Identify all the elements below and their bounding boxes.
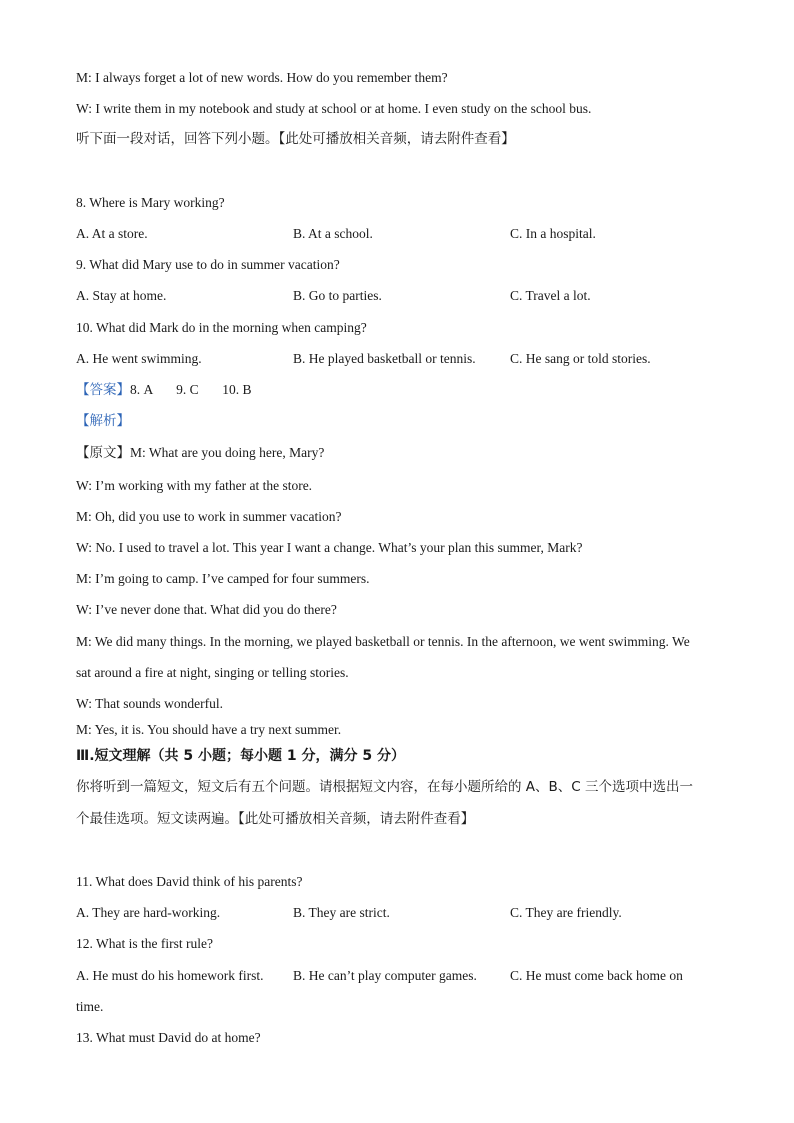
option-c: C. They are friendly. (510, 905, 622, 921)
transcript-line: W: I’m working with my father at the store. (76, 477, 313, 493)
transcript-line: M: I’m going to camp. I’ve camped for four summers. (76, 571, 370, 587)
dialogue-line: M: I always forget a lot of new words. How do you remember them? (76, 70, 448, 85)
option-b: B. He can’t play computer games. (293, 967, 477, 983)
dialogue-line: W: I write them in my notebook and study at school or at home. I even study on the school bus. (76, 101, 592, 117)
option-b: B. At a school. (293, 226, 373, 241)
option-c: C. He must come back home on (510, 967, 683, 983)
answer-text: 8. A 9. C 10. B (130, 382, 252, 398)
question-8-options (76, 218, 716, 249)
transcript-label: 【原文】 (76, 445, 130, 462)
answer-label: 【答案】 (76, 382, 130, 399)
section-3-title: Ⅲ.短文理解（共 5 小题；每小题 1 分，满分 5 分） (76, 748, 406, 765)
question-11: 11. What does David think of his parents? (76, 874, 303, 890)
transcript-line: M: Oh, did you use to work in summer vacation? (76, 508, 342, 524)
transcript-line: W: No. I used to travel a lot. This year I want a change. What’s your plan this summer, Mark? (76, 540, 583, 556)
section-3-instruction: 个最佳选项。短文读两遍。【此处可播放相关音频，请去附件查看】 (76, 810, 475, 827)
answer-line (76, 374, 716, 406)
option-c-continued: time. (76, 998, 104, 1014)
question-11-options (76, 897, 716, 928)
option-a: A. Stay at home. (76, 288, 167, 304)
option-a: A. At a store. (76, 226, 148, 241)
option-b: B. He played basketball or tennis. (293, 350, 476, 366)
question-9: 9. What did Mary use to do in summer vacation? (76, 257, 340, 273)
question-9-options (76, 280, 716, 311)
transcript-line: M: Yes, it is. You should have a try next summer. (76, 722, 342, 738)
option-c: C. He sang or told stories. (510, 350, 651, 366)
analysis-label: 【解析】 (76, 413, 130, 430)
question-13: 13. What must David do at home? (76, 1030, 261, 1046)
question-10: 10. What did Mark do in the morning when camping? (76, 319, 367, 335)
option-a: A. He must do his homework first. (76, 967, 264, 983)
option-b: B. Go to parties. (293, 288, 382, 304)
question-12: 12. What is the first rule? (76, 936, 213, 952)
question-10-options (76, 343, 716, 374)
option-b: B. They are strict. (293, 905, 390, 921)
transcript-line: sat around a fire at night, singing or telling stories. (76, 664, 349, 680)
transcript-line: W: I’ve never done that. What did you do there? (76, 602, 337, 618)
option-c: C. In a hospital. (510, 226, 596, 241)
option-a: A. He went swimming. (76, 350, 202, 366)
transcript-line: W: That sounds wonderful. (76, 696, 223, 712)
transcript-text: M: What are you doing here, Mary? (130, 445, 325, 461)
transcript-line: M: We did many things. In the morning, we played basketball or tennis. In the afternoon, we went swimming. We (76, 633, 690, 649)
option-a: A. They are hard-working. (76, 905, 221, 921)
question-12-options (76, 960, 716, 991)
transcript-first-line (76, 437, 716, 469)
document-page (76, 62, 716, 1053)
listening-instruction: 听下面一段对话，回答下列小题。【此处可播放相关音频，请去附件查看】 (76, 131, 515, 148)
option-c: C. Travel a lot. (510, 288, 591, 304)
section-3-instruction: 你将听到一篇短文，短文后有五个问题。请根据短文内容，在每小题所给的 A、B、C 三个选项中选出一 (76, 779, 694, 796)
question-8: 8. Where is Mary working? (76, 194, 225, 210)
